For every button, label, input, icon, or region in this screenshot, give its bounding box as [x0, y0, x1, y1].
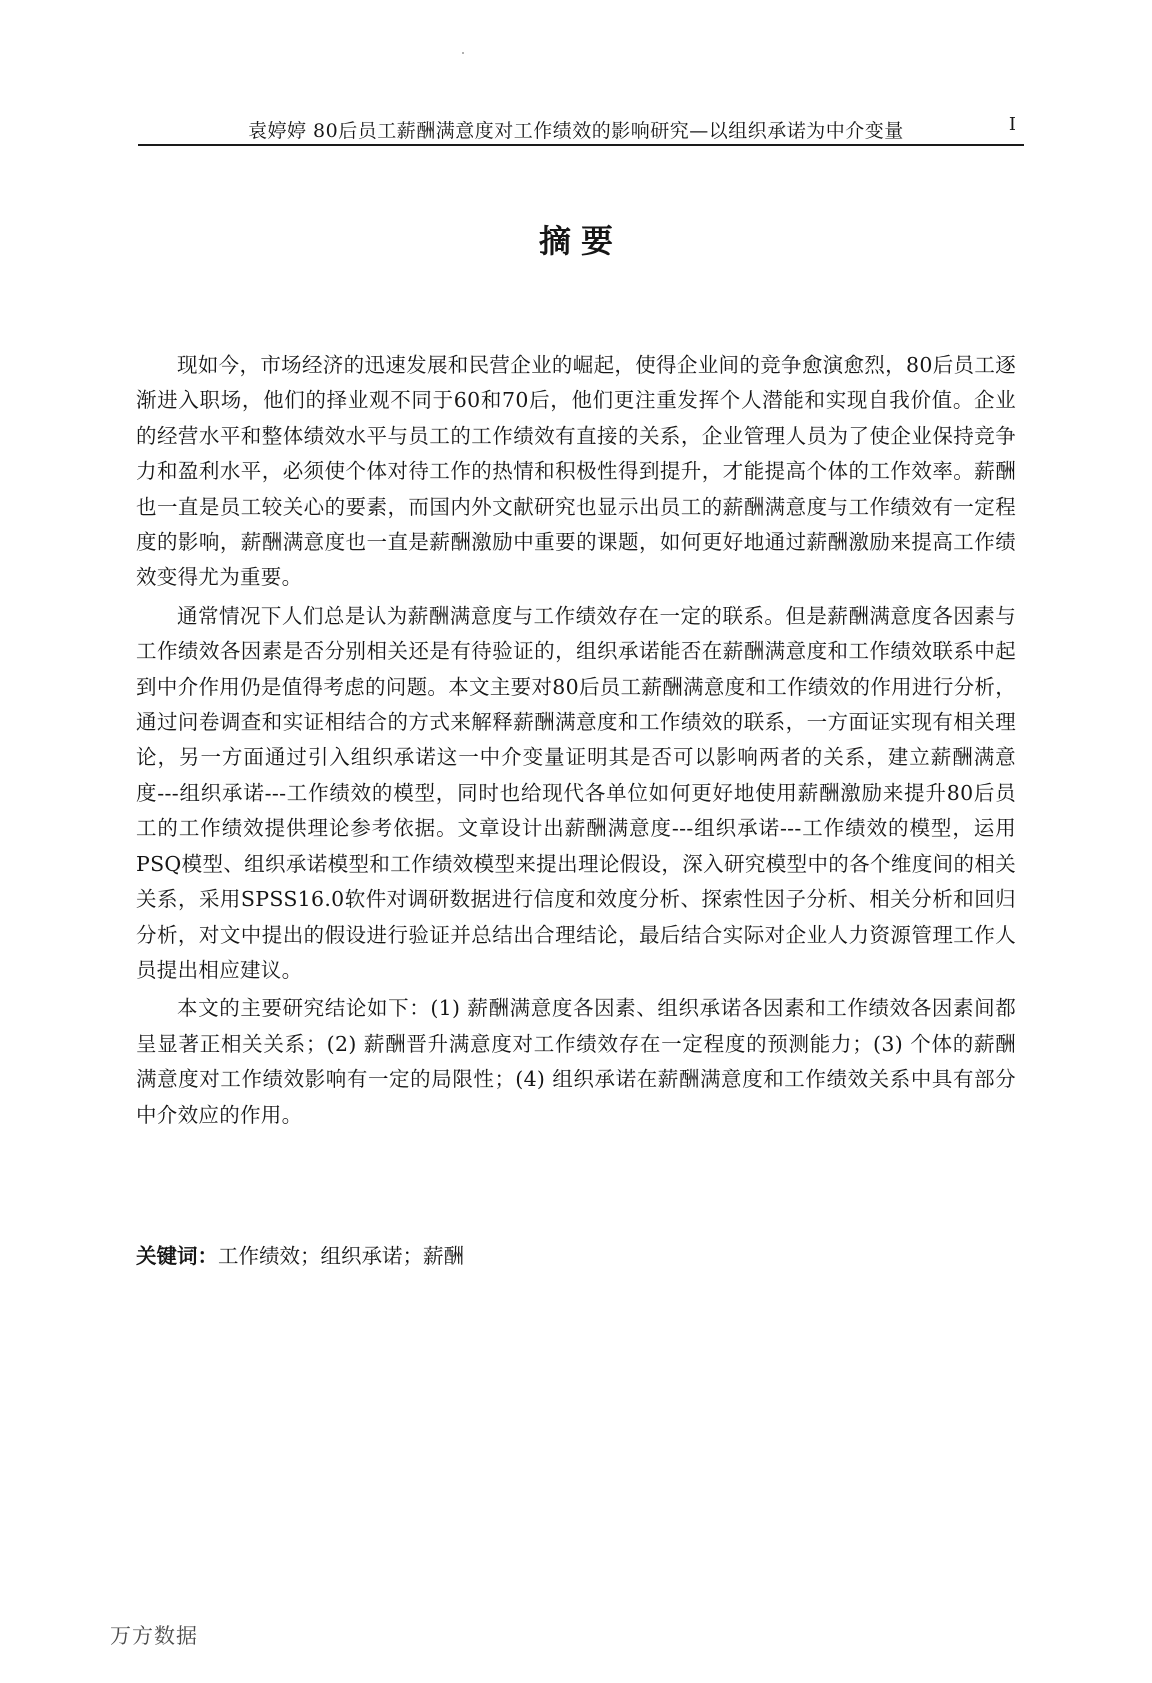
abstract-heading: 摘要	[538, 222, 623, 260]
scan-speck	[462, 52, 464, 54]
keywords-line	[136, 1239, 464, 1269]
running-header	[138, 112, 1024, 146]
abstract-paragraph-2: 通常情况下人们总是认为薪酬满意度与工作绩效存在一定的联系。但是薪酬满意度各因素与工作绩效各因素是否分别相关还是有待验证的，组织承诺能否在薪酬满意度和工作绩效联系中起到中介作用仍是值得考虑的问题。本文主要对80后员工薪酬满意度和工作绩效的作用进行分析，通过问卷调查和实证相结合的方式来解释薪酬满意度和工作绩效的联系，一方面证实现有相关理论，另一方面通过引入组织承诺这一中介变量证明其是否可以影响两者的关系，建立薪酬满意度---组织承诺---工作绩效的模型，同时也给现代各单位如何更好地使用薪酬激励来提升80后员工的工作绩效提供理论参考依据。文章设计出薪酬满意度---组织承诺---工作绩效的模型，运用PSQ模型、组织承诺模型和工作绩效模型来提出理论假设，深入研究模型中的各个维度间的相关关系，采用SPSS16.0软件对调研数据进行信度和效度分析、探索性因子分析、相关分析和回归分析，对文中提出的假设进行验证并总结出合理结论，最后结合实际对企业人力资源管理工作人员提出相应建议。	[136, 603, 1016, 982]
running-header-title: 袁婷婷 80后员工薪酬满意度对工作绩效的影响研究—以组织承诺为中介变量	[248, 120, 904, 142]
abstract-paragraph-1: 现如今，市场经济的迅速发展和民营企业的崛起，使得企业间的竞争愈演愈烈，80后员工逐渐进入职场，他们的择业观不同于60和70后，他们更注重发挥个人潜能和实现自我价值。企业的经营水平和整体绩效水平与员工的工作绩效有直接的关系，企业管理人员为了使企业保持竞争力和盈利水平，必须使个体对待工作的热情和积极性得到提升，才能提高个体的工作效率。薪酬也一直是员工较关心的要素，而国内外文献研究也显示出员工的薪酬满意度与工作绩效有一定程度的影响，薪酬满意度也一直是薪酬激励中重要的课题，如何更好地通过薪酬激励来提高工作绩效变得尤为重要。	[136, 353, 1016, 590]
keywords-text: 工作绩效；组织承诺；薪酬	[218, 1244, 464, 1268]
abstract-paragraph-3: 本文的主要研究结论如下：(1) 薪酬满意度各因素、组织承诺各因素和工作绩效各因素间都呈显著正相关关系；(2) 薪酬晋升满意度对工作绩效存在一定程度的预测能力；(3) 个体的薪酬满意度对工作绩效影响有一定的局限性；(4) 组织承诺在薪酬满意度和工作绩效关系中具有部分中介效应的作用。	[136, 996, 1016, 1127]
keywords-label: 关键词：	[136, 1244, 218, 1268]
page-number: I	[1008, 114, 1016, 135]
wanfang-watermark: 万方数据	[110, 1624, 198, 1648]
abstract-body	[136, 348, 1016, 1136]
